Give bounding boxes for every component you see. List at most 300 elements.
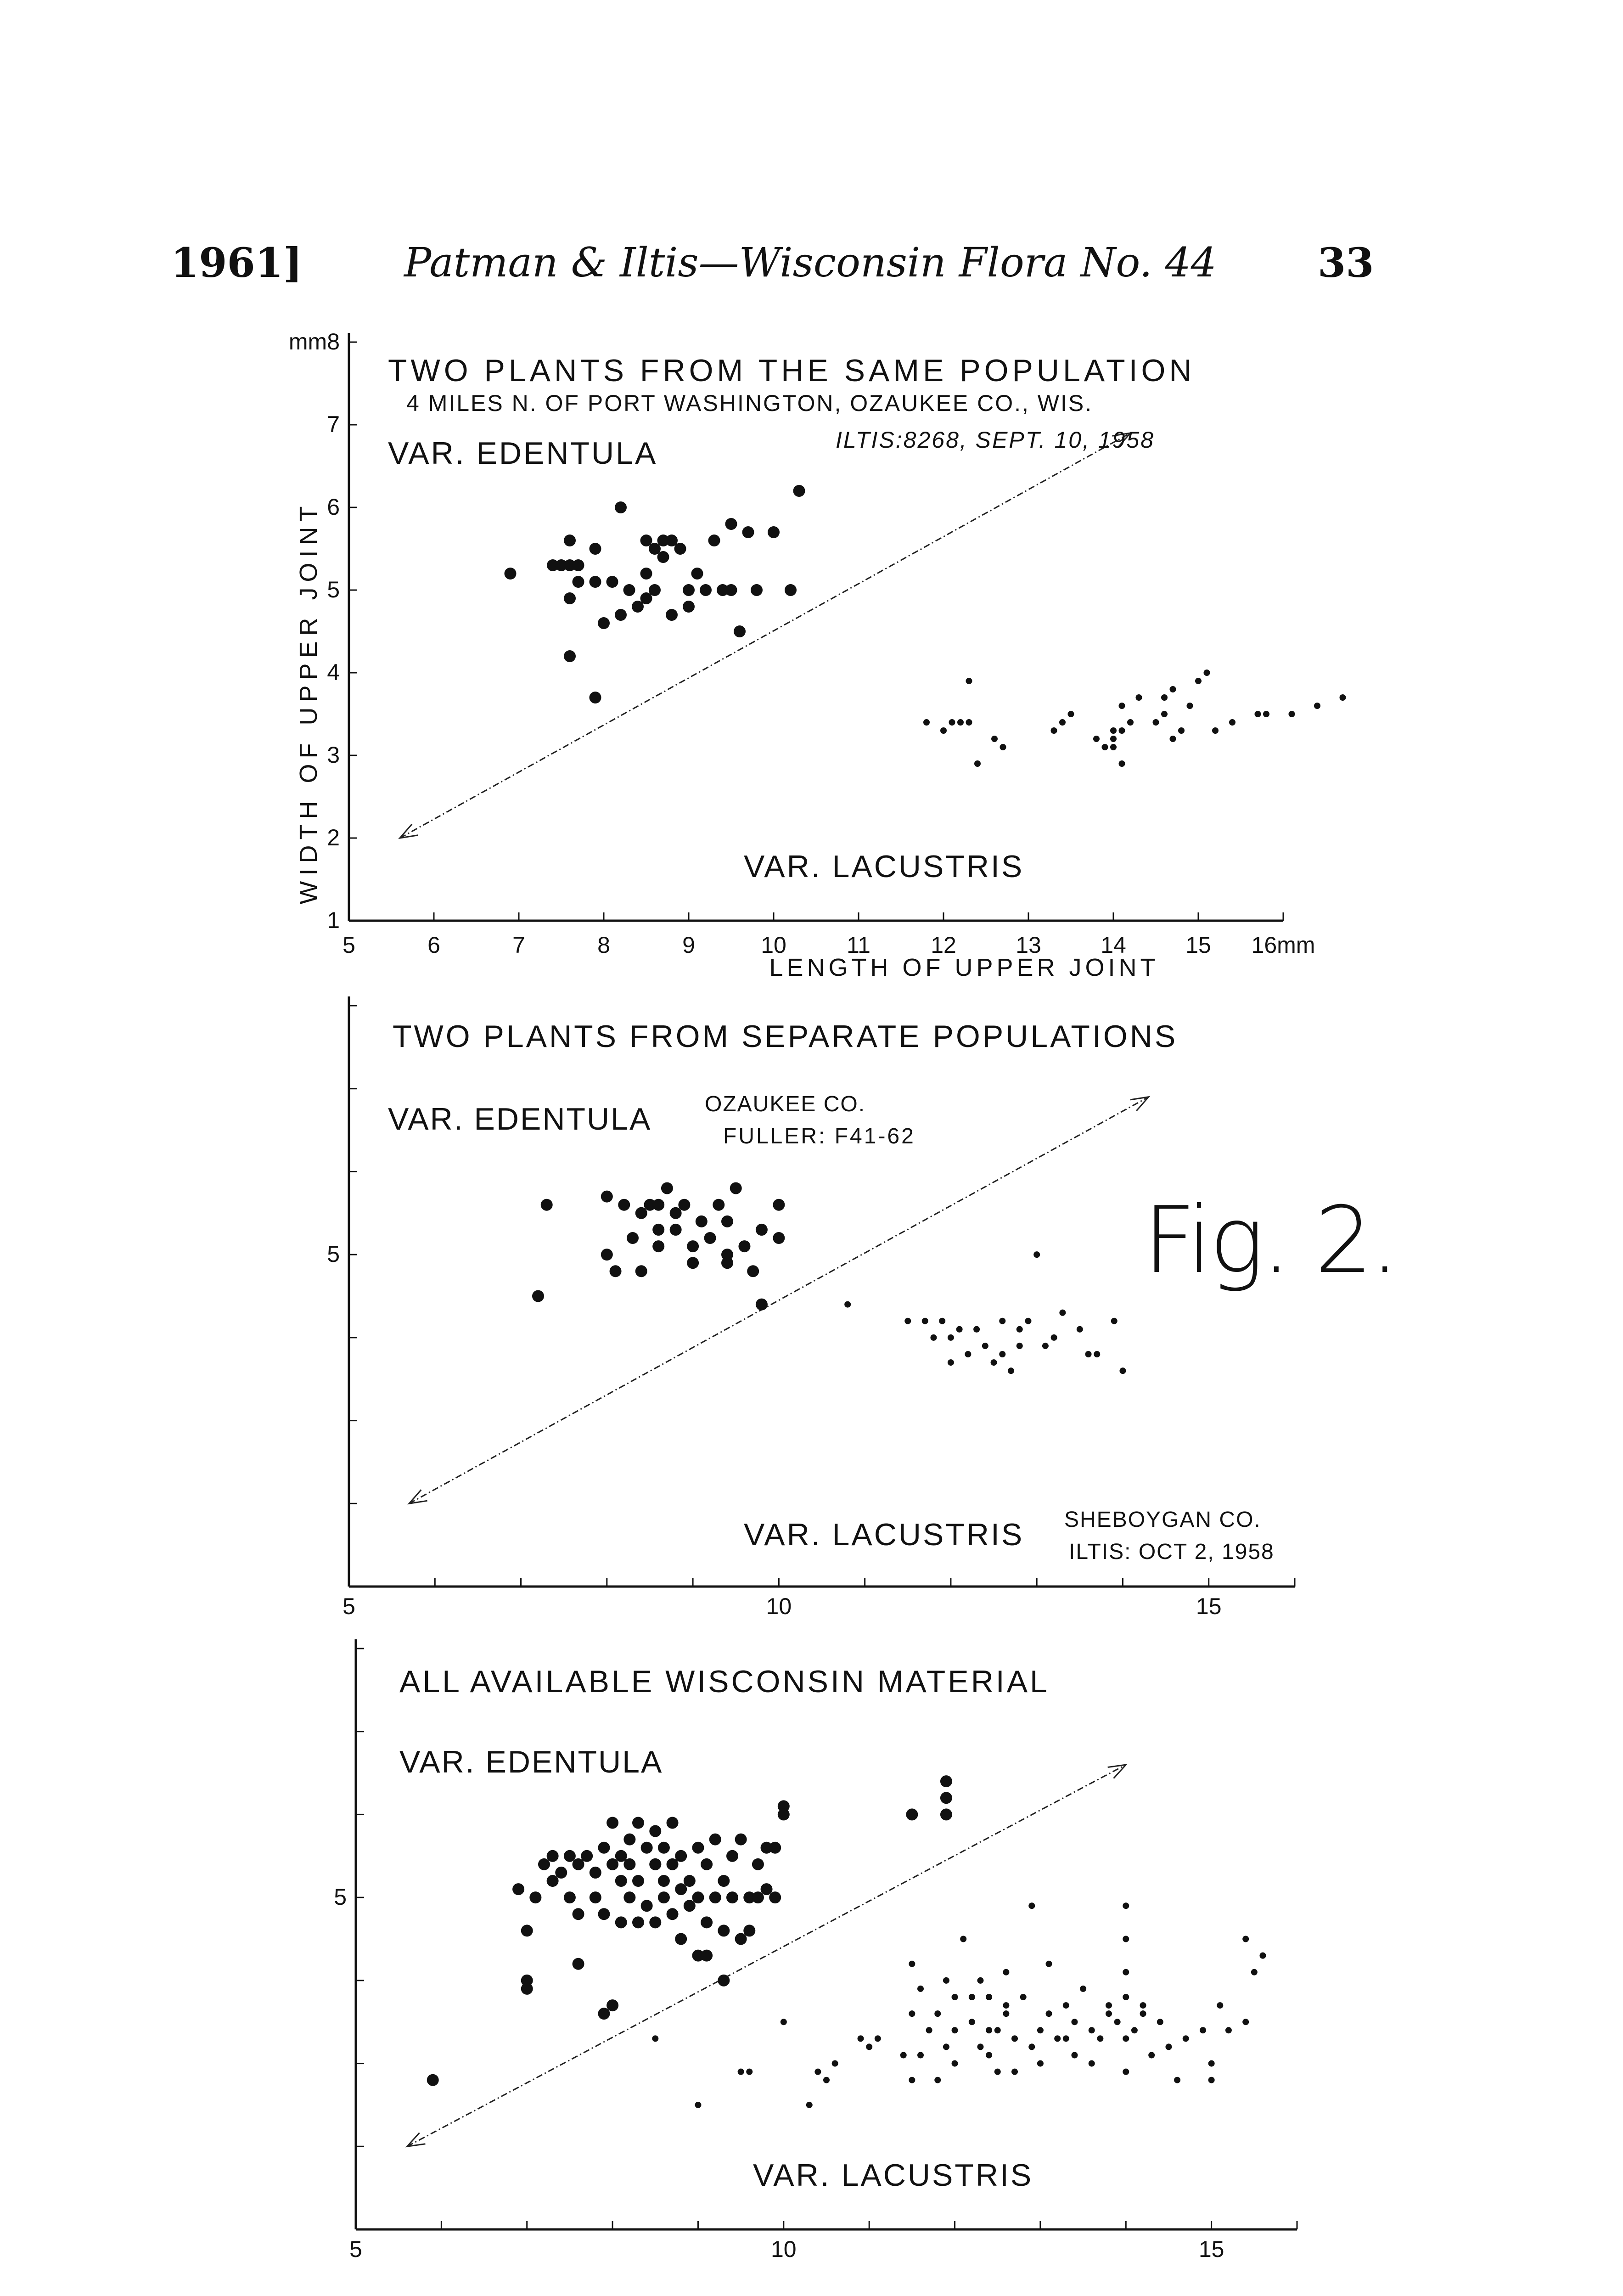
edentula-point xyxy=(701,1858,713,1870)
lacustris-point xyxy=(1187,703,1193,709)
edentula-point xyxy=(623,1858,635,1870)
y-tick-label: 2 xyxy=(327,825,340,850)
lacustris-point xyxy=(948,1359,954,1366)
edentula-point xyxy=(573,1858,584,1870)
lacustris-point xyxy=(1071,2019,1078,2025)
lacustris-point xyxy=(1127,719,1134,726)
edentula-point xyxy=(725,518,737,530)
edentula-point xyxy=(773,1232,785,1244)
lacustris-point xyxy=(917,1986,924,1992)
lacustris-point xyxy=(1148,2052,1155,2059)
edentula-point xyxy=(564,592,576,604)
lacustris-point xyxy=(1340,694,1346,701)
edentula-point xyxy=(564,535,576,546)
lacustris-point xyxy=(977,2043,983,2050)
panel-3-lacustris-label: VAR. LACUSTRIS xyxy=(753,2158,1033,2193)
edentula-point xyxy=(590,576,601,588)
y-tick-label: 7 xyxy=(327,411,340,437)
edentula-point xyxy=(590,543,601,555)
edentula-point xyxy=(756,1299,768,1311)
lacustris-point xyxy=(909,2010,915,2017)
lacustris-point xyxy=(1033,1251,1040,1258)
lacustris-point xyxy=(1071,2052,1078,2059)
edentula-point xyxy=(590,692,601,703)
lacustris-point xyxy=(823,2077,830,2083)
lacustris-point xyxy=(1011,2069,1018,2075)
edentula-point xyxy=(734,625,746,637)
lacustris-point xyxy=(977,1977,983,1984)
lacustris-point xyxy=(960,1936,966,1942)
lacustris-point xyxy=(1037,2027,1044,2033)
panel-1-lacustris-label: VAR. LACUSTRIS xyxy=(744,849,1024,884)
lacustris-point xyxy=(1153,719,1159,726)
y-tick-label: 6 xyxy=(327,494,340,520)
panel-1-divider-line xyxy=(400,433,1130,838)
edentula-point xyxy=(632,1916,644,1928)
edentula-point xyxy=(683,601,695,613)
edentula-point xyxy=(769,1842,781,1854)
edentula-point xyxy=(652,1224,664,1236)
lacustris-point xyxy=(1123,1994,1129,2000)
lacustris-point xyxy=(1028,2043,1035,2050)
panel-1-xlabel: LENGTH OF UPPER JOINT xyxy=(769,954,1159,981)
lacustris-point xyxy=(1178,727,1185,734)
edentula-point xyxy=(564,1891,576,1903)
panel-all-wisconsin xyxy=(334,1639,1297,2262)
divider-line xyxy=(400,433,1130,838)
edentula-point xyxy=(623,1891,635,1903)
edentula-point xyxy=(610,1265,622,1277)
lacustris-point xyxy=(999,1351,1005,1357)
edentula-point xyxy=(658,1875,670,1887)
edentula-point xyxy=(692,1891,704,1903)
edentula-point xyxy=(667,1908,679,1920)
edentula-point xyxy=(598,617,610,629)
edentula-point xyxy=(735,1933,747,1945)
edentula-point xyxy=(701,1950,713,1962)
lacustris-point xyxy=(1110,736,1117,742)
edentula-point xyxy=(687,1240,699,1252)
edentula-point xyxy=(427,2074,439,2086)
arrowhead xyxy=(1108,1765,1126,1778)
edentula-point xyxy=(785,584,797,596)
x-tick-label: 16mm xyxy=(1251,932,1315,958)
lacustris-point xyxy=(986,2027,992,2033)
lacustris-point xyxy=(1089,2060,1095,2067)
lacustris-point xyxy=(1195,678,1202,684)
edentula-point xyxy=(529,1891,541,1903)
lacustris-point xyxy=(1046,1961,1052,1967)
edentula-point xyxy=(632,1875,644,1887)
lacustris-point xyxy=(858,2035,864,2042)
lacustris-point xyxy=(652,2035,658,2042)
edentula-point xyxy=(564,650,576,662)
edentula-point xyxy=(730,1182,742,1194)
edentula-point xyxy=(607,1999,618,2011)
edentula-point xyxy=(735,1834,747,1846)
x-tick-label: 15 xyxy=(1185,932,1211,958)
lacustris-point xyxy=(1111,1318,1118,1324)
lacustris-point xyxy=(982,1343,988,1349)
lacustris-point xyxy=(969,1994,975,2000)
edentula-point xyxy=(940,1792,952,1804)
edentula-point xyxy=(726,1850,738,1862)
edentula-point xyxy=(538,1858,550,1870)
panel-1-axes xyxy=(349,333,1283,921)
x-tick-label: 7 xyxy=(512,932,525,958)
x-tick-label: 12 xyxy=(931,932,956,958)
lacustris-point xyxy=(1063,2035,1069,2042)
edentula-point xyxy=(687,1257,699,1269)
lacustris-point xyxy=(1094,1351,1100,1357)
panel-1-ylabel: WIDTH OF UPPER JOINT xyxy=(295,501,322,905)
lacustris-point xyxy=(1242,2019,1249,2025)
edentula-point xyxy=(615,501,627,513)
edentula-point xyxy=(752,1891,764,1903)
edentula-point xyxy=(590,1867,601,1879)
edentula-point xyxy=(623,584,635,596)
edentula-point xyxy=(696,1216,708,1227)
edentula-point xyxy=(564,1850,576,1862)
lacustris-point xyxy=(1161,694,1168,701)
edentula-point xyxy=(547,1850,559,1862)
lacustris-point xyxy=(934,2077,941,2083)
edentula-point xyxy=(752,1858,764,1870)
edentula-point xyxy=(615,1850,627,1862)
lacustris-point xyxy=(948,1334,954,1341)
lacustris-point xyxy=(1208,2060,1215,2067)
panel-1-collection: ILTIS:8268, SEPT. 10, 1958 xyxy=(836,427,1155,453)
lacustris-point xyxy=(909,2077,915,2083)
lacustris-point xyxy=(952,2027,958,2033)
lacustris-point xyxy=(1028,1902,1035,1909)
panel-2-edentula-label: VAR. EDENTULA xyxy=(388,1102,652,1137)
edentula-point xyxy=(607,576,618,588)
edentula-point xyxy=(667,1817,679,1829)
edentula-point xyxy=(658,1891,670,1903)
edentula-point xyxy=(573,1958,584,1970)
lacustris-point xyxy=(974,760,981,767)
edentula-point xyxy=(521,1983,533,1995)
lacustris-point xyxy=(1123,1936,1129,1942)
edentula-point xyxy=(598,2008,610,2020)
lacustris-point xyxy=(1102,744,1108,750)
panel-same-population xyxy=(289,329,1346,981)
edentula-point xyxy=(691,568,703,580)
lacustris-point xyxy=(1123,2035,1129,2042)
edentula-point xyxy=(666,609,678,621)
edentula-point xyxy=(641,1842,653,1854)
panel-2-edentula-location: OZAUKEE CO. xyxy=(705,1092,866,1116)
lacustris-point xyxy=(1000,744,1006,750)
edentula-point xyxy=(675,1933,687,1945)
lacustris-point xyxy=(966,719,972,726)
x-tick-label: 5 xyxy=(343,1593,355,1619)
edentula-point xyxy=(670,1224,682,1236)
lacustris-point xyxy=(1119,1367,1126,1374)
edentula-point xyxy=(675,1850,687,1862)
edentula-point xyxy=(747,1265,759,1277)
x-tick-label: 8 xyxy=(597,932,610,958)
lacustris-point xyxy=(1097,2035,1103,2042)
edentula-point xyxy=(635,1207,647,1219)
x-tick-label: 14 xyxy=(1101,932,1126,958)
edentula-point xyxy=(641,1900,653,1912)
edentula-point xyxy=(761,1883,773,1895)
lacustris-point xyxy=(1123,1969,1129,1975)
edentula-point xyxy=(704,1232,716,1244)
edentula-point xyxy=(709,1834,721,1846)
lacustris-point xyxy=(1119,727,1125,734)
lacustris-point xyxy=(1131,2027,1138,2033)
lacustris-point xyxy=(1170,736,1176,742)
lacustris-point xyxy=(1140,2010,1146,2017)
lacustris-point xyxy=(1080,1986,1086,1992)
lacustris-point xyxy=(1025,1318,1031,1324)
panel-3-axes xyxy=(356,1639,1297,2229)
panel-1-points xyxy=(505,485,1346,767)
panel-2-divider-line xyxy=(409,1097,1149,1504)
edentula-point xyxy=(738,1240,750,1252)
x-tick-label: 13 xyxy=(1016,932,1041,958)
lacustris-point xyxy=(966,678,972,684)
y-tick-label: mm8 xyxy=(288,329,340,355)
edentula-point xyxy=(615,1916,627,1928)
lacustris-point xyxy=(1161,711,1168,717)
arrowhead xyxy=(1130,1097,1149,1111)
x-tick-label: 11 xyxy=(847,932,870,958)
x-tick-label: 15 xyxy=(1196,1593,1222,1619)
x-tick-label: 9 xyxy=(682,932,695,958)
edentula-point xyxy=(667,1858,679,1870)
lacustris-point xyxy=(923,719,930,726)
edentula-point xyxy=(555,1867,567,1879)
y-tick-label: 1 xyxy=(327,907,340,933)
lacustris-point xyxy=(1289,711,1295,717)
lacustris-point xyxy=(986,2052,992,2059)
lacustris-point xyxy=(1208,2077,1215,2083)
panel-1-edentula-label: VAR. EDENTULA xyxy=(388,436,658,471)
edentula-point xyxy=(505,568,517,580)
arrowhead xyxy=(407,2133,426,2147)
lacustris-point xyxy=(1183,2035,1189,2042)
edentula-point xyxy=(623,1834,635,1846)
edentula-point xyxy=(683,584,695,596)
lacustris-point xyxy=(1212,727,1219,734)
edentula-point xyxy=(684,1900,696,1912)
lacustris-point xyxy=(949,719,955,726)
lacustris-point xyxy=(1225,2027,1232,2033)
lacustris-point xyxy=(994,2027,1001,2033)
edentula-point xyxy=(709,1891,721,1903)
edentula-point xyxy=(700,584,712,596)
lacustris-point xyxy=(1165,2043,1172,2050)
arrowhead xyxy=(409,1490,427,1503)
edentula-point xyxy=(635,1265,647,1277)
page-number: 33 xyxy=(1318,239,1374,287)
lacustris-point xyxy=(875,2035,881,2042)
lacustris-point xyxy=(1093,736,1100,742)
edentula-point xyxy=(601,1249,613,1261)
edentula-point xyxy=(940,1808,952,1820)
edentula-point xyxy=(649,1916,661,1928)
lacustris-point xyxy=(1119,703,1125,709)
edentula-point xyxy=(640,568,652,580)
edentula-point xyxy=(726,1891,738,1903)
edentula-point xyxy=(713,1199,724,1211)
edentula-point xyxy=(573,559,584,571)
panel-separate-populations xyxy=(327,996,1397,1619)
edentula-point xyxy=(598,1908,610,1920)
lacustris-point xyxy=(1170,686,1176,692)
edentula-point xyxy=(573,1908,584,1920)
edentula-point xyxy=(674,543,686,555)
lacustris-point xyxy=(986,1994,992,2000)
lacustris-point xyxy=(1003,1969,1009,1975)
lacustris-point xyxy=(1063,2002,1069,2009)
lacustris-point xyxy=(1046,2010,1052,2017)
lacustris-point xyxy=(965,1351,971,1357)
lacustris-point xyxy=(866,2043,872,2050)
edentula-point xyxy=(721,1216,733,1227)
x-tick-label: 10 xyxy=(771,2236,797,2262)
lacustris-point xyxy=(1077,1326,1083,1333)
lacustris-point xyxy=(939,1318,945,1324)
panel-2-points xyxy=(532,1182,1126,1374)
edentula-point xyxy=(708,535,720,546)
edentula-point xyxy=(906,1808,918,1820)
lacustris-point xyxy=(909,1961,915,1967)
lacustris-point xyxy=(1068,711,1074,717)
edentula-point xyxy=(778,1808,790,1820)
lacustris-point xyxy=(1003,2002,1009,2009)
lacustris-point xyxy=(973,1326,980,1333)
edentula-point xyxy=(649,1825,661,1837)
edentula-point xyxy=(657,551,669,563)
edentula-point xyxy=(768,526,780,538)
edentula-point xyxy=(751,584,763,596)
lacustris-point xyxy=(1229,719,1236,726)
running-head-title: Patman & Iltis—Wisconsin Flora No. 44 xyxy=(404,239,1217,286)
lacustris-point xyxy=(922,1318,928,1324)
edentula-point xyxy=(661,1182,673,1194)
lacustris-point xyxy=(1174,2077,1180,2083)
edentula-point xyxy=(541,1199,553,1211)
edentula-point xyxy=(658,1842,670,1854)
lacustris-point xyxy=(1157,2019,1163,2025)
edentula-point xyxy=(718,1975,730,1986)
lacustris-point xyxy=(1059,719,1066,726)
y-tick-label: 5 xyxy=(327,577,340,602)
y-tick-label: 5 xyxy=(327,1241,340,1267)
lacustris-point xyxy=(1042,1343,1049,1349)
x-tick-label: 6 xyxy=(427,932,440,958)
lacustris-point xyxy=(738,2069,744,2075)
lacustris-point xyxy=(695,2102,701,2108)
lacustris-point xyxy=(1255,711,1261,717)
lacustris-point xyxy=(940,727,947,734)
lacustris-point xyxy=(832,2060,838,2067)
lacustris-point xyxy=(1085,1351,1092,1357)
edentula-point xyxy=(618,1199,630,1211)
lacustris-point xyxy=(957,719,964,726)
divider-line xyxy=(409,1097,1149,1504)
lacustris-point xyxy=(930,1334,937,1341)
lacustris-point xyxy=(900,2052,907,2059)
lacustris-point xyxy=(1123,1902,1129,1909)
panel-3-divider-line xyxy=(407,1765,1126,2146)
edentula-point xyxy=(725,584,737,596)
edentula-point xyxy=(601,1191,613,1203)
lacustris-point xyxy=(844,1301,851,1308)
edentula-point xyxy=(649,584,661,596)
edentula-point xyxy=(718,1875,730,1887)
edentula-point xyxy=(701,1916,713,1928)
edentula-point xyxy=(547,1875,559,1887)
lacustris-point xyxy=(1106,2002,1112,2009)
panel-3-title: ALL AVAILABLE WISCONSIN MATERIAL xyxy=(399,1664,1050,1699)
edentula-point xyxy=(721,1257,733,1269)
lacustris-point xyxy=(917,2052,924,2059)
lacustris-point xyxy=(1110,727,1117,734)
lacustris-point xyxy=(952,2060,958,2067)
edentula-point xyxy=(793,485,805,497)
edentula-point xyxy=(940,1775,952,1787)
x-tick-label: 5 xyxy=(343,932,355,958)
lacustris-point xyxy=(1242,1936,1249,1942)
y-tick-label: 3 xyxy=(327,742,340,768)
edentula-point xyxy=(627,1232,639,1244)
panel-2-edentula-collection: FULLER: F41-62 xyxy=(723,1124,915,1148)
lacustris-point xyxy=(1263,711,1269,717)
lacustris-point xyxy=(1314,703,1320,709)
edentula-point xyxy=(521,1925,533,1936)
edentula-point xyxy=(649,1858,661,1870)
edentula-point xyxy=(756,1224,768,1236)
lacustris-point xyxy=(1051,1334,1057,1341)
edentula-point xyxy=(532,1290,544,1302)
lacustris-point xyxy=(1136,694,1142,701)
edentula-point xyxy=(590,1891,601,1903)
running-head-year: 1961] xyxy=(171,239,303,287)
divider-line xyxy=(407,1765,1126,2146)
edentula-point xyxy=(615,1875,627,1887)
lacustris-point xyxy=(1217,2002,1223,2009)
panel-1-subtitle: 4 MILES N. OF PORT WASHINGTON, OZAUKEE CO., WIS. xyxy=(406,390,1093,416)
lacustris-point xyxy=(999,1318,1005,1324)
y-tick-label: 4 xyxy=(327,659,340,685)
lacustris-point xyxy=(1051,727,1057,734)
lacustris-point xyxy=(1123,2069,1129,2075)
x-tick-label: 10 xyxy=(766,1593,792,1619)
edentula-point xyxy=(769,1891,781,1903)
lacustris-point xyxy=(1251,1969,1258,1975)
panel-3-points xyxy=(427,1775,1266,2108)
lacustris-point xyxy=(1016,1326,1023,1333)
lacustris-point xyxy=(956,1326,963,1333)
y-tick-label: 5 xyxy=(334,1884,347,1910)
lacustris-point xyxy=(1114,2019,1121,2025)
edentula-point xyxy=(512,1883,524,1895)
x-tick-label: 15 xyxy=(1198,2236,1224,2262)
edentula-point xyxy=(573,576,584,588)
edentula-point xyxy=(675,1883,687,1895)
edentula-point xyxy=(632,1817,644,1829)
lacustris-point xyxy=(1259,1953,1266,1959)
lacustris-point xyxy=(746,2069,753,2075)
lacustris-point xyxy=(1011,2035,1018,2042)
lacustris-point xyxy=(1119,760,1125,767)
